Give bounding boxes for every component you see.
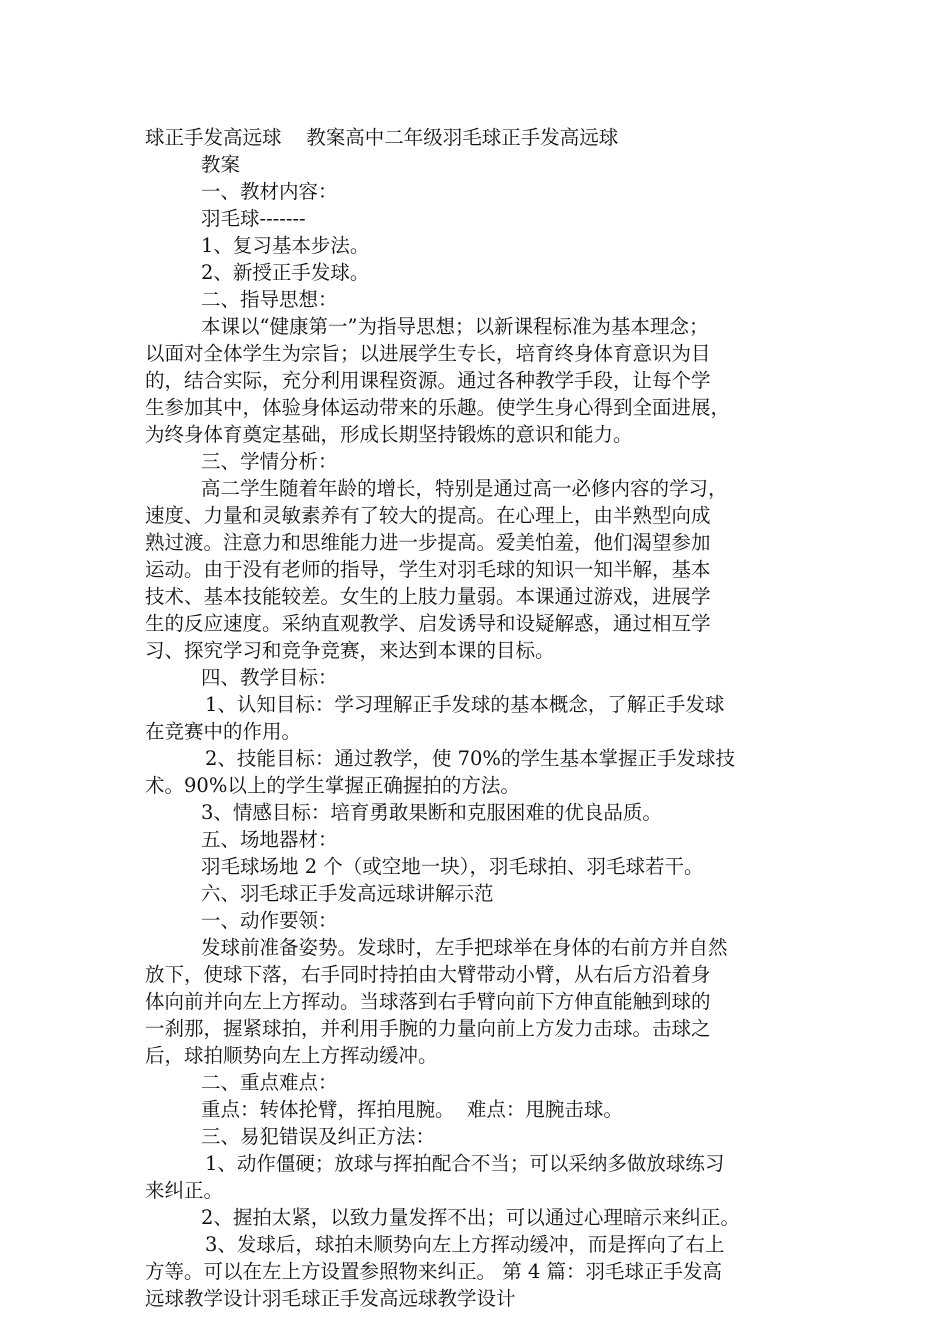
section-heading: 二、指导思想： (201, 288, 338, 311)
text-line: 远球教学设计羽毛球正手发高远球教学设计 (145, 1287, 516, 1310)
section-heading: 三、学情分析： (201, 450, 338, 473)
text-line: 羽毛球------- (201, 207, 306, 230)
text-line: 1、复习基本步法。 (201, 234, 370, 257)
text-line: 发球前准备姿势。发球时，左手把球举在身体的右前方并自然 (201, 936, 728, 959)
section-heading: 六、羽毛球正手发高远球讲解示范 (201, 882, 494, 905)
text-line: 球正手发高远球 教案高中二年级羽毛球正手发高远球 (145, 126, 619, 149)
text-line: 后，球拍顺势向左上方挥动缓冲。 (145, 1044, 438, 1067)
text-line: 为终身体育奠定基础，形成长期坚持锻炼的意识和能力。 (145, 423, 633, 446)
section-heading: 一、教材内容： (201, 180, 338, 203)
text-line: 运动。由于没有老师的指导，学生对羽毛球的知识一知半解，基本 (145, 558, 711, 581)
section-heading: 二、重点难点： (201, 1071, 338, 1094)
text-line: 速度、力量和灵敏素养有了较大的提高。在心理上，由半熟型向成 (145, 504, 711, 527)
text-line: 2、技能目标：通过教学，使 70%的学生基本掌握正手发球技 (205, 747, 735, 770)
section-heading: 四、教学目标： (201, 666, 338, 689)
text-line: 2、握拍太紧，以致力量发挥不出；可以通过心理暗示来纠正。 (201, 1206, 740, 1229)
text-line: 生参加其中，体验身体运动带来的乐趣。使学生身心得到全面进展， (145, 396, 731, 419)
text-line: 熟过渡。注意力和思维能力进一步提高。爱美怕羞，他们渴望参加 (145, 531, 711, 554)
section-heading: 三、易犯错误及纠正方法： (201, 1125, 436, 1148)
text-line: 重点：转体抡臂，挥拍甩腕。 难点：甩腕击球。 (201, 1098, 623, 1121)
text-line: 教案 (201, 153, 241, 176)
text-line: 3、发球后，球拍未顺势向左上方挥动缓冲，而是挥向了右上 (205, 1233, 725, 1256)
document-page (145, 124, 817, 1312)
text-line: 一刹那，握紧球拍，并利用手腕的力量向前上方发力击球。击球之 (145, 1017, 711, 1040)
text-line: 高二学生随着年龄的增长，特别是通过高一必修内容的学习， (201, 477, 728, 500)
text-line: 来纠正。 (145, 1179, 224, 1202)
text-line: 方等。可以在左上方设置参照物来纠正。 第 4 篇：羽毛球正手发高 (145, 1260, 723, 1283)
text-line: 生的反应速度。采纳直观教学、启发诱导和设疑解惑，通过相互学 (145, 612, 711, 635)
text-line: 以面对全体学生为宗旨；以进展学生专长，培育终身体育意识为目 (145, 342, 711, 365)
text-line: 习、探究学习和竞争竞赛，来达到本课的目标。 (145, 639, 555, 662)
text-line: 羽毛球场地 2 个（或空地一块），羽毛球拍、羽毛球若干。 (201, 855, 704, 878)
text-line: 放下，使球下落，右手同时持拍由大臂带动小臂，从右后方沿着身 (145, 963, 711, 986)
text-line: 体向前并向左上方挥动。当球落到右手臂向前下方伸直能触到球的 (145, 990, 711, 1013)
text-line: 的，结合实际，充分利用课程资源。通过各种教学手段，让每个学 (145, 369, 711, 392)
text-line: 3、情感目标：培育勇敢果断和克服困难的优良品质。 (201, 801, 662, 824)
text-line: 2、新授正手发球。 (201, 261, 370, 284)
text-line: 1、认知目标：学习理解正手发球的基本概念，了解正手发球 (205, 693, 725, 716)
text-line: 术。90%以上的学生掌握正确握拍的方法。 (145, 774, 520, 797)
text-line: 本课以“健康第一”为指导思想；以新课程标准为基本理念； (201, 315, 709, 338)
text-line: 在竞赛中的作用。 (145, 720, 302, 743)
text-line: 1、动作僵硬；放球与挥拍配合不当；可以采纳多做放球练习 (205, 1152, 725, 1175)
section-heading: 五、场地器材： (201, 828, 338, 851)
section-heading: 一、动作要领： (201, 909, 338, 932)
text-line: 技术、基本技能较差。女生的上肢力量弱。本课通过游戏，进展学 (145, 585, 711, 608)
